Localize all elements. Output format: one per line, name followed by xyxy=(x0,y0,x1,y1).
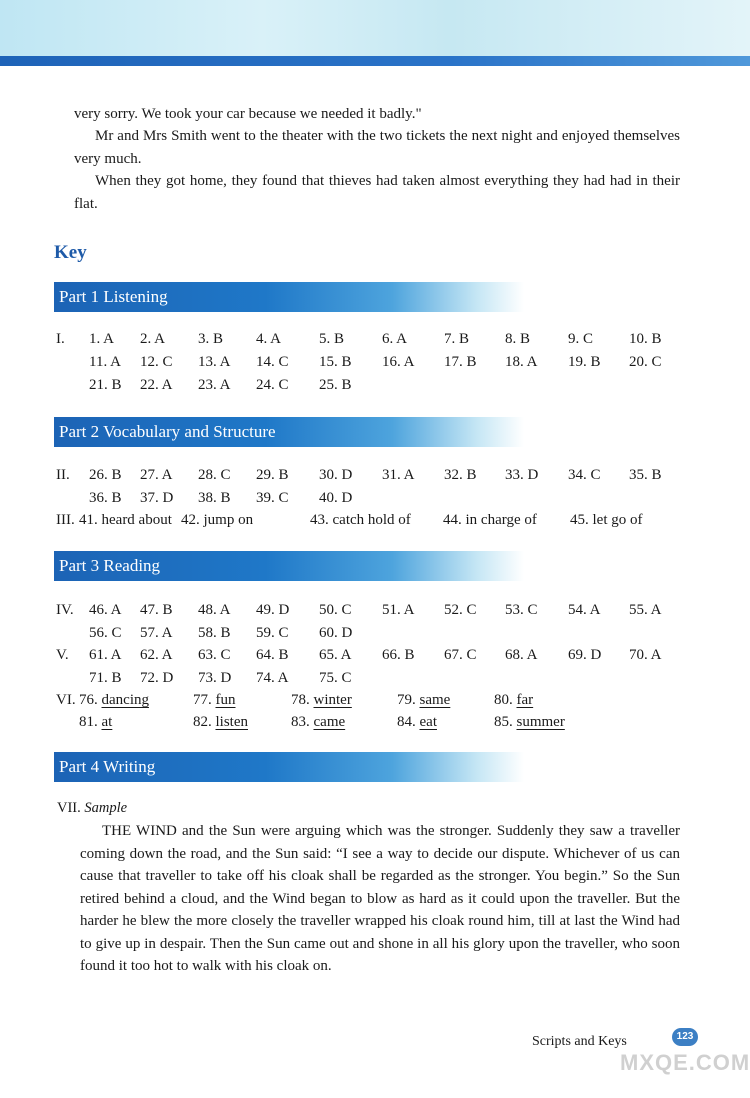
page-number-badge: 123 xyxy=(672,1028,698,1046)
answer-item: 51. A xyxy=(382,602,415,618)
answer-item: 23. A xyxy=(198,377,231,393)
answer-item: 62. A xyxy=(140,647,173,663)
answer-item: 28. C xyxy=(198,467,231,483)
answer-item: 42. jump on xyxy=(181,512,254,528)
top-rule xyxy=(0,56,750,66)
answer-item: 22. A xyxy=(140,377,173,393)
answer-item: 18. A xyxy=(505,354,538,370)
answer-item: 37. D xyxy=(140,490,174,506)
answer-item: 21. B xyxy=(89,377,122,393)
answer-item: 77. fun xyxy=(193,692,236,708)
answer-item: 50. C xyxy=(319,602,352,618)
part-2-label: Part 2 Vocabulary and Structure xyxy=(59,422,276,441)
answer-item: 38. B xyxy=(198,490,231,506)
answer-item: 13. A xyxy=(198,354,231,370)
story-paragraph-2: Mr and Mrs Smith went to the theater with the two tickets the next night and enjoyed themselves very much. xyxy=(74,128,680,167)
answer-item: 60. D xyxy=(319,625,353,641)
footer-text: Scripts and Keys xyxy=(532,1034,627,1049)
answer-item: 8. B xyxy=(505,331,531,347)
answer-item: 20. C xyxy=(629,354,662,370)
answer-item: 48. A xyxy=(198,602,231,618)
answer-item: 46. A xyxy=(89,602,122,618)
answer-item: 68. A xyxy=(505,647,538,663)
answer-item: 4. A xyxy=(256,331,282,347)
section-numeral: V. xyxy=(56,647,69,663)
answer-item: 35. B xyxy=(629,467,662,483)
part-1-bar xyxy=(54,282,524,312)
answer-item: 47. B xyxy=(140,602,173,618)
answer-item: 33. D xyxy=(505,467,539,483)
answer-item: 73. D xyxy=(198,670,232,686)
sample-label: Sample xyxy=(84,800,128,816)
answer-item: 72. D xyxy=(140,670,174,686)
answer-item: 10. B xyxy=(629,331,662,347)
top-banner xyxy=(0,0,750,58)
answer-item: 5. B xyxy=(319,331,345,347)
answer-item: 71. B xyxy=(89,670,122,686)
answer-item: 44. in charge of xyxy=(443,512,537,528)
answer-item: 49. D xyxy=(256,602,290,618)
answer-item: 76. dancing xyxy=(79,692,149,708)
answer-item: 26. B xyxy=(89,467,122,483)
answer-item: 53. C xyxy=(505,602,538,618)
answer-item: 59. C xyxy=(256,625,289,641)
watermark: MXQE.COM xyxy=(620,1050,750,1075)
answer-item: 32. B xyxy=(444,467,477,483)
sample-heading xyxy=(57,800,127,817)
answer-item: 24. C xyxy=(256,377,289,393)
answer-item: 25. B xyxy=(319,377,352,393)
answer-item: 55. A xyxy=(629,602,662,618)
answer-item: 36. B xyxy=(89,490,122,506)
part-3-bar xyxy=(54,551,524,581)
answer-item: 82. listen xyxy=(193,714,248,730)
answer-item: 6. A xyxy=(382,331,408,347)
answer-item: 17. B xyxy=(444,354,477,370)
section-vii-numeral: VII. xyxy=(57,800,81,816)
part-1-label: Part 1 Listening xyxy=(59,287,168,306)
section-numeral: II. xyxy=(56,467,70,483)
answer-item: 2. A xyxy=(140,331,166,347)
answer-item: 63. C xyxy=(198,647,231,663)
answer-item: 74. A xyxy=(256,670,289,686)
answer-item: 85. summer xyxy=(494,714,565,730)
story-paragraph-1: very sorry. We took your car because we needed it badly." xyxy=(74,106,422,122)
answer-item: 61. A xyxy=(89,647,122,663)
section-numeral: III. xyxy=(56,512,75,528)
answer-item: 45. let go of xyxy=(570,512,643,528)
answer-item: 56. C xyxy=(89,625,122,641)
answer-item: 15. B xyxy=(319,354,352,370)
answer-item: 30. D xyxy=(319,467,353,483)
answer-item: 80. far xyxy=(494,692,534,708)
answer-item: 75. C xyxy=(319,670,352,686)
answer-item: 16. A xyxy=(382,354,415,370)
answer-item: 78. winter xyxy=(291,692,352,708)
answer-item: 31. A xyxy=(382,467,415,483)
section-numeral: IV. xyxy=(56,602,74,618)
story-paragraph-3: When they got home, they found that thieves had taken almost everything they had had in their flat. xyxy=(74,173,680,212)
answer-item: 66. B xyxy=(382,647,415,663)
answer-item: 67. C xyxy=(444,647,477,663)
section-numeral: VI. xyxy=(56,692,76,708)
answer-item: 14. C xyxy=(256,354,289,370)
answer-item: 84. eat xyxy=(397,714,437,730)
section-numeral: I. xyxy=(56,331,65,347)
answer-item: 12. C xyxy=(140,354,173,370)
answer-item: 7. B xyxy=(444,331,470,347)
answer-item: 27. A xyxy=(140,467,173,483)
answer-item: 54. A xyxy=(568,602,601,618)
answer-item: 9. C xyxy=(568,331,594,347)
answer-item: 39. C xyxy=(256,490,289,506)
part-4-bar xyxy=(54,752,524,782)
answer-item: 3. B xyxy=(198,331,224,347)
answer-item: 65. A xyxy=(319,647,352,663)
writing-sample-text: THE WIND and the Sun were arguing which was the stronger. Suddenly they saw a traveller coming down the road, and the Sun said: “I see a way to decide our dispute. Whichever of us can cause that traveller to take off his cloak shall be regarded as the stronger. You begin.” So the Sun retired behind a cloud, and the Wind began to blow as hard as it could upon the traveller. But the harder he blew the more closely the traveller wrapped his cloak round him, till at last the Wind had to give up in despair. Then the Sun came out and shone in all his glory upon the traveller, who soon found it too hot to walk with his cloak on. xyxy=(80,823,680,974)
answer-item: 58. B xyxy=(198,625,231,641)
answer-item: 19. B xyxy=(568,354,601,370)
answer-item: 70. A xyxy=(629,647,662,663)
answer-item: 1. A xyxy=(89,331,115,347)
answer-item: 52. C xyxy=(444,602,477,618)
answer-item: 11. A xyxy=(89,354,121,370)
answer-item: 41. heard about xyxy=(79,512,172,528)
answer-item: 79. same xyxy=(397,692,451,708)
part-2-bar xyxy=(54,417,524,447)
answer-item: 29. B xyxy=(256,467,289,483)
answer-item: 43. catch hold of xyxy=(310,512,411,528)
answer-item: 81. at xyxy=(79,714,113,730)
answer-item: 40. D xyxy=(319,490,353,506)
answer-item: 64. B xyxy=(256,647,289,663)
part-3-label: Part 3 Reading xyxy=(59,556,161,575)
key-heading: Key xyxy=(54,242,87,263)
answer-item: 57. A xyxy=(140,625,173,641)
part-4-label: Part 4 Writing xyxy=(59,757,156,776)
answer-item: 69. D xyxy=(568,647,602,663)
answer-item: 83. came xyxy=(291,714,346,730)
answer-item: 34. C xyxy=(568,467,601,483)
